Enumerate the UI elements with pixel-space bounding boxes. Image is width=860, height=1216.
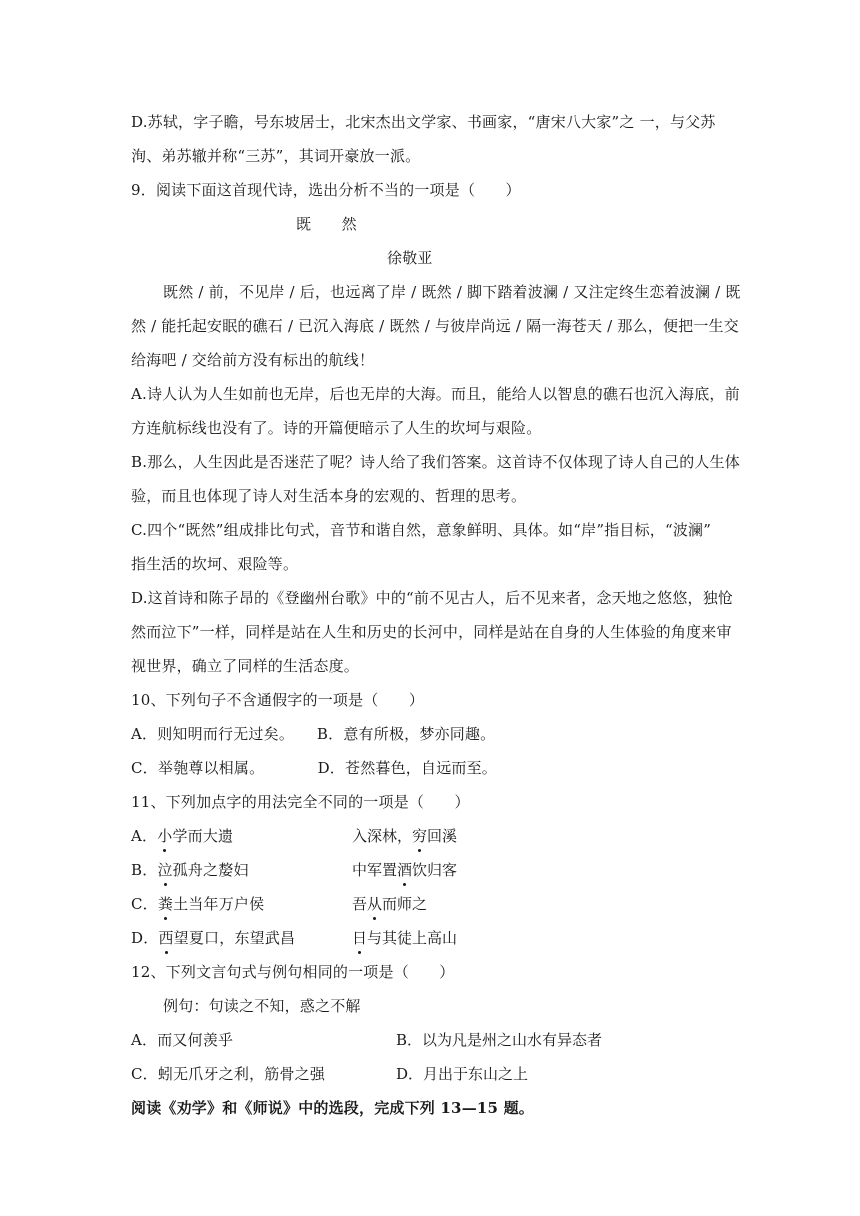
q10-options-ab: A．则知明而行无过矣。 B．意有所极，梦亦同趣。: [131, 725, 496, 743]
dotted-char: 日: [352, 929, 368, 947]
dotted-char: 泣: [157, 861, 173, 879]
dotted-char: 酒: [397, 861, 413, 879]
option-text: 而师之: [382, 895, 428, 913]
poem-line-3: 给海吧 / 交给前方没有标出的航线！: [131, 351, 375, 369]
q9-option-a-line1: A.诗人认为人生如前也无岸，后也无岸的大海。而且，能给人以智息的礁石也沉入海底，前: [131, 385, 740, 403]
option-text: 饮归客: [412, 861, 458, 879]
question-10: 10、下列句子不含通假字的一项是（ ）: [131, 691, 425, 709]
q11-option-a-right: [352, 826, 457, 846]
poem-line-1: 既然 / 前，不见岸 / 后，也远离了岸 / 既然 / 脚下踏着波澜 / 又注定终生恋着波澜 / 既: [163, 283, 741, 301]
question-11: 11、下列加点字的用法完全不同的一项是（ ）: [131, 793, 470, 811]
q12-example: 例句：句读之不知，惑之不解: [163, 997, 361, 1015]
q9-option-b-line1: B.那么，人生因此是否迷茫了呢？诗人给了我们答案。这首诗不仅体现了诗人自己的人生体: [131, 453, 740, 471]
question-12: 12、下列文言句式与例句相同的一项是（ ）: [131, 963, 455, 981]
q11-option-a: [131, 826, 233, 846]
option-label: B．: [131, 861, 158, 879]
q10-options-cd: C．举匏尊以相属。 D．苍然暮色，自远而至。: [131, 759, 498, 777]
option-text: 中军置: [352, 861, 398, 879]
q9-option-d-line2: 然而泣下”一样，同样是站在人生和历史的长河中，同样是站在自身的人生体验的角度来审: [131, 623, 732, 641]
q9-option-c-line2: 指生活的坎坷、艰险等。: [131, 555, 299, 573]
option-text: 望夏口，东望武昌: [173, 929, 296, 947]
reading-instruction: 阅读《劝学》和《师说》中的选段，完成下列 13—15 题。: [131, 1099, 534, 1117]
q9-option-b-line2: 验，而且也体现了诗人对生活本身的宏观的、哲理的思考。: [131, 487, 527, 505]
option-text: 孤舟之嫠妇: [172, 861, 249, 879]
q12-option-c: C．蚓无爪牙之利，筋骨之强: [131, 1065, 326, 1083]
dotted-char: 粪: [157, 895, 174, 913]
option-label: D．: [131, 929, 159, 947]
option-text: 与其徒上高山: [367, 929, 458, 947]
option-text: 吾: [352, 895, 368, 913]
poem-line-2: 然 / 能托起安眠的礁石 / 已沉入海底 / 既然 / 与彼岸尚远 / 隔一海苍天 / 那么，便把一生交: [131, 317, 739, 335]
q11-option-c: [131, 894, 264, 914]
q9-option-c-line1: C.四个“既然”组成排比句式，音节和谐自然，意象鲜明、具体。如“岸”指目标，“波澜”: [131, 521, 712, 539]
option-text: 回溪: [427, 827, 458, 845]
q9-option-d-line1: D.这首诗和陈子昂的《登幽州台歌》中的“前不见古人，后不见来者，念天地之悠悠，独怆: [131, 589, 734, 607]
poem-title: 既 然: [296, 215, 357, 233]
q11-option-d-right: [352, 928, 457, 948]
option-label: C．: [131, 895, 158, 913]
q8-option-d-line1: D.苏轼，字子瞻，号东坡居士，北宋杰出文学家、书画家，“唐宋八大家”之 一，与父苏: [131, 113, 716, 131]
q11-option-b: [131, 860, 249, 880]
q12-option-d: D．月出于东山之上: [396, 1065, 529, 1083]
q9-option-d-line3: 视世界，确立了同样的生活态度。: [131, 657, 360, 675]
dotted-char: 小: [157, 827, 173, 845]
dotted-char: 西: [158, 929, 174, 947]
q11-option-b-right: [352, 860, 457, 880]
q12-option-a: A．而又何羡乎: [131, 1031, 234, 1049]
poem-author: 徐敬亚: [387, 249, 433, 267]
q8-option-d-line2: 洵、弟苏辙并称“三苏”，其词开豪放一派。: [131, 147, 421, 165]
option-text: 入深林，: [352, 827, 413, 845]
option-text: 学而大遗: [172, 827, 234, 845]
dotted-char: 穷: [412, 827, 428, 845]
dotted-char: 从: [367, 895, 383, 913]
q12-option-b: B．以为凡是州之山水有异态者: [396, 1031, 603, 1049]
q11-option-c-right: [352, 894, 427, 914]
q9-option-a-line2: 方连航标线也没有了。诗的开篇便暗示了人生的坎坷与艰险。: [131, 419, 542, 437]
q11-option-d: [131, 928, 295, 948]
option-text: 土当年万户侯: [173, 895, 265, 913]
option-label: A．: [131, 827, 158, 845]
question-9: 9．阅读下面这首现代诗，选出分析不当的一项是（ ）: [131, 181, 521, 199]
